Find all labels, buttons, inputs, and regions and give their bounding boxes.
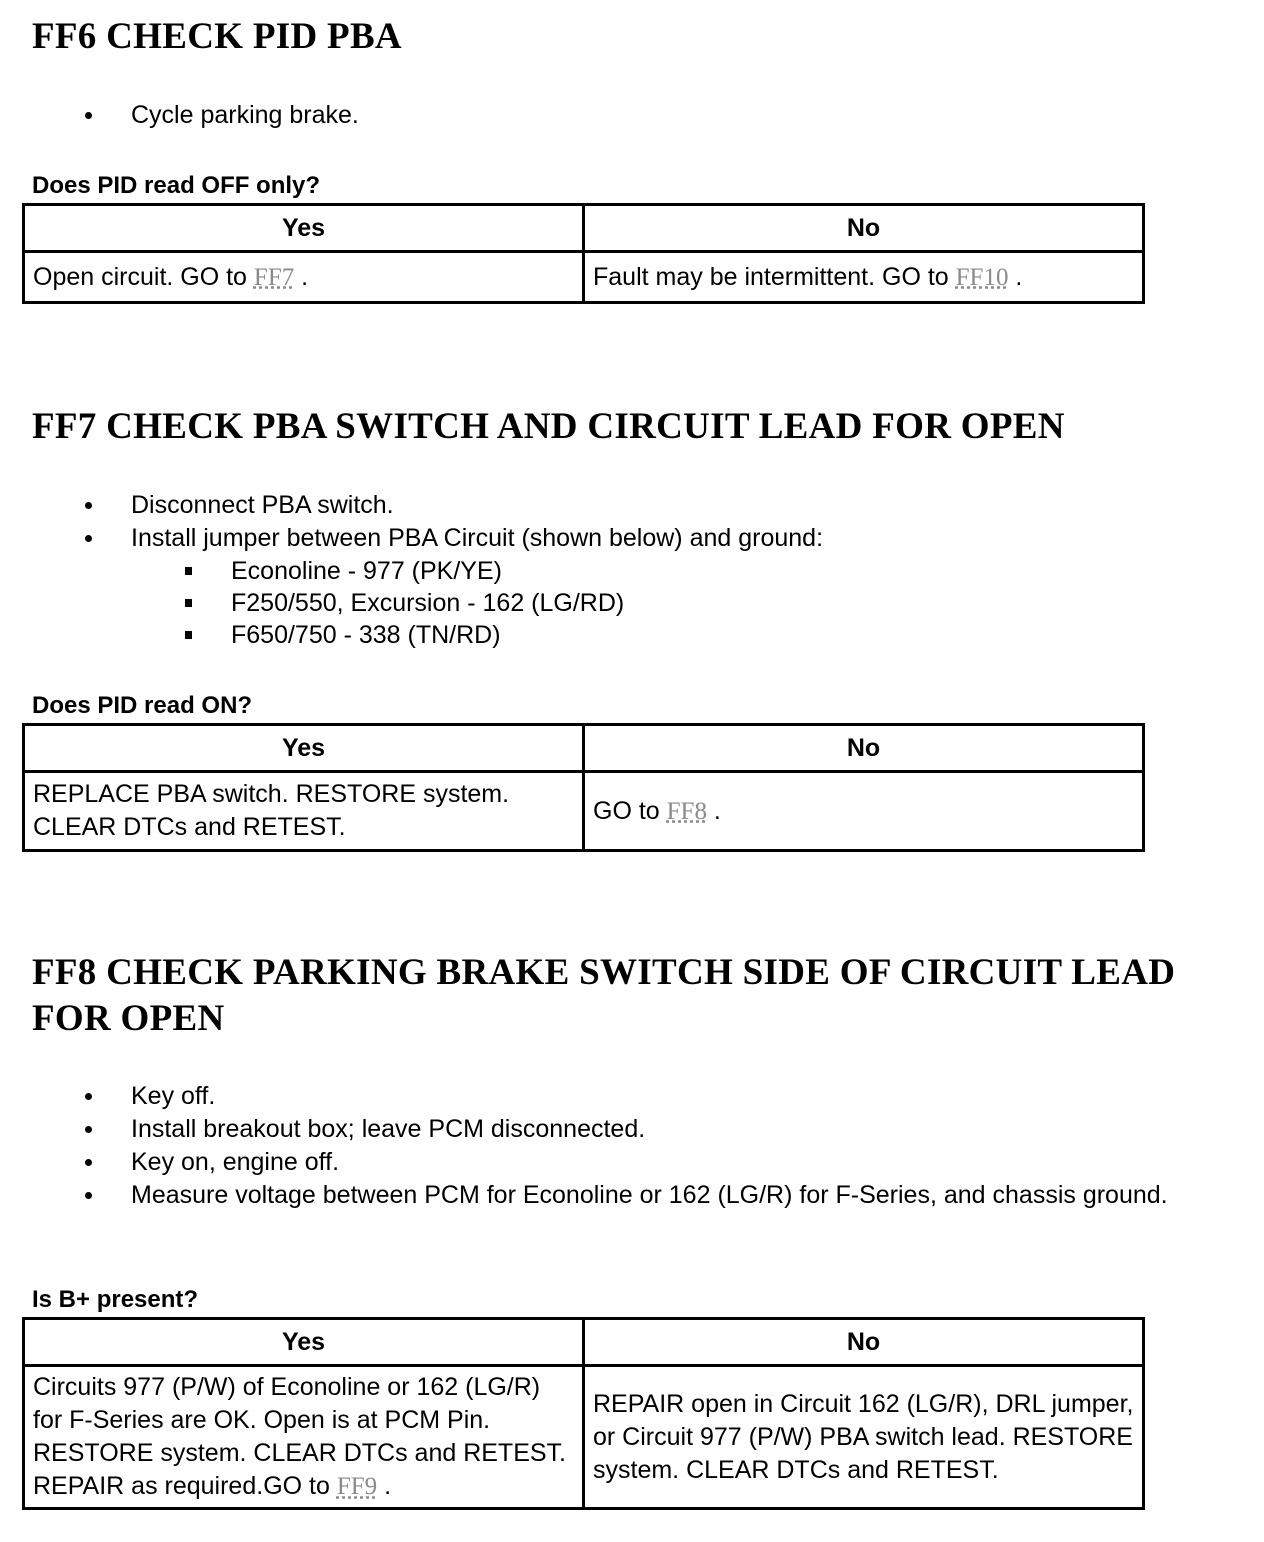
list-item: Cycle parking brake.: [0, 99, 1191, 132]
yes-text: Circuits 977 (P/W) of Econoline or 162 (LG/R) for F-Series are OK. Open is at PCM Pin. RESTORE system. CLEAR DTCs and RETEST. REPAIR as required.GO to: [33, 1373, 566, 1500]
list-item: Install breakout box; leave PCM disconnected.: [0, 1113, 1191, 1146]
sub-list-item: F650/750 - 338 (TN/RD): [131, 619, 1191, 651]
sub-step-list: [131, 555, 1191, 651]
yes-text: Open circuit. GO to: [33, 262, 247, 291]
question-ff8: Is B+ present?: [32, 1286, 199, 1313]
decision-table-ff7: [22, 723, 1145, 852]
yes-after: .: [377, 1472, 392, 1500]
yes-cell: REPLACE PBA switch. RESTORE system. CLEAR DTCs and RETEST.: [24, 772, 584, 851]
list-item-text: Install jumper between PBA Circuit (shown below) and ground:: [131, 524, 824, 552]
link-ff9[interactable]: FF9: [336, 1473, 378, 1500]
no-after: .: [706, 796, 721, 825]
section-heading-ff6: FF6 CHECK PID PBA: [32, 16, 402, 57]
decision-table-ff6: [22, 203, 1145, 304]
no-text: GO to: [593, 796, 660, 825]
list-item: Disconnect PBA switch.: [0, 489, 1191, 522]
section-heading-ff8: FF8 CHECK PARKING BRAKE SWITCH SIDE OF CIRCUIT LEAD FOR OPEN: [32, 952, 1176, 1039]
no-cell: [584, 772, 1144, 851]
question-ff7: Does PID read ON?: [32, 692, 253, 719]
no-header: No: [584, 1319, 1144, 1366]
yes-header: Yes: [24, 1319, 584, 1366]
sub-list-item: F250/550, Excursion - 162 (LG/RD): [131, 587, 1191, 619]
link-ff8[interactable]: FF8: [666, 797, 707, 825]
yes-header: Yes: [24, 725, 584, 772]
list-item: Key off.: [0, 1080, 1191, 1113]
no-header: No: [584, 205, 1144, 252]
section-heading-ff7: FF7 CHECK PBA SWITCH AND CIRCUIT LEAD FOR OPEN: [32, 406, 1065, 447]
decision-table-ff8: [22, 1317, 1145, 1510]
no-cell: [584, 252, 1144, 303]
step-list-ff7: [0, 489, 1191, 651]
list-item: Key on, engine off.: [0, 1146, 1191, 1179]
no-after: .: [1008, 262, 1023, 291]
yes-header: Yes: [24, 205, 584, 252]
link-ff7[interactable]: FF7: [253, 263, 295, 291]
no-cell: REPAIR open in Circuit 162 (LG/R), DRL jumper, or Circuit 977 (P/W) PBA switch lead. RESTORE system. CLEAR DTCs and RETEST.: [584, 1366, 1144, 1509]
no-header: No: [584, 725, 1144, 772]
step-list-ff6: [0, 99, 1191, 132]
question-ff6: Does PID read OFF only?: [32, 172, 321, 199]
no-text: Fault may be intermittent. GO to: [593, 262, 949, 291]
step-list-ff8: [0, 1080, 1191, 1212]
yes-after: .: [294, 262, 309, 291]
yes-cell: [24, 252, 584, 303]
sub-list-item: Econoline - 977 (PK/YE): [131, 555, 1191, 587]
yes-cell: [24, 1366, 584, 1509]
link-ff10[interactable]: FF10: [955, 263, 1009, 291]
list-item: [0, 522, 1191, 651]
list-item: Measure voltage between PCM for Econoline or 162 (LG/R) for F-Series, and chassis ground.: [0, 1179, 1191, 1212]
